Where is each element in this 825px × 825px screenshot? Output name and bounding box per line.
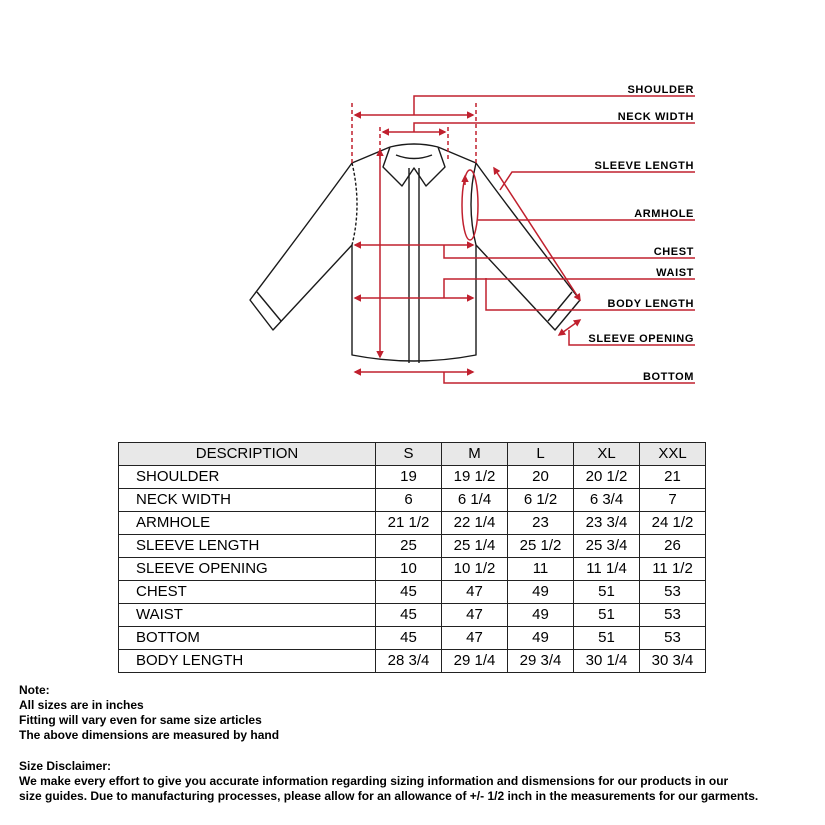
table-row xyxy=(119,650,706,673)
note-line: Fitting will vary even for same size articles xyxy=(19,713,262,727)
row-description: NECK WIDTH xyxy=(119,489,376,512)
disclaimer-line: size guides. Due to manufacturing processes, please allow for an allowance of +/- 1/2 inch in the measurements for our garments. xyxy=(19,789,759,803)
disclaimer-line: We make every effort to give you accurate information regarding sizing information and dismensions for our products in our xyxy=(19,774,729,788)
size-value: 21 xyxy=(640,466,706,489)
size-value: 19 1/2 xyxy=(442,466,508,489)
size-value: 45 xyxy=(376,627,442,650)
size-value: 23 3/4 xyxy=(574,512,640,535)
label-body-length: BODY LENGTH xyxy=(607,298,694,310)
header-description: DESCRIPTION xyxy=(119,443,376,466)
size-value: 10 1/2 xyxy=(442,558,508,581)
size-value: 25 1/4 xyxy=(442,535,508,558)
size-value: 19 xyxy=(376,466,442,489)
header-size-m: M xyxy=(442,443,508,466)
label-bottom: BOTTOM xyxy=(642,371,694,383)
header-size-xxl: XXL xyxy=(640,443,706,466)
size-value: 30 3/4 xyxy=(640,650,706,673)
shirt-outline xyxy=(250,144,580,363)
table-row xyxy=(119,512,706,535)
size-value: 53 xyxy=(640,627,706,650)
size-value: 26 xyxy=(640,535,706,558)
note-line: All sizes are in inches xyxy=(19,698,144,712)
table-row xyxy=(119,558,706,581)
table-row xyxy=(119,627,706,650)
table-row xyxy=(119,489,706,512)
size-value: 11 1/2 xyxy=(640,558,706,581)
row-description: ARMHOLE xyxy=(119,512,376,535)
size-value: 51 xyxy=(574,627,640,650)
size-value: 49 xyxy=(508,581,574,604)
size-value: 47 xyxy=(442,581,508,604)
size-value: 49 xyxy=(508,604,574,627)
row-description: SLEEVE LENGTH xyxy=(119,535,376,558)
row-description: CHEST xyxy=(119,581,376,604)
size-value: 28 3/4 xyxy=(376,650,442,673)
size-value: 51 xyxy=(574,581,640,604)
size-value: 7 xyxy=(640,489,706,512)
size-value: 29 3/4 xyxy=(508,650,574,673)
size-value: 25 1/2 xyxy=(508,535,574,558)
size-value: 6 1/4 xyxy=(442,489,508,512)
size-value: 6 1/2 xyxy=(508,489,574,512)
size-chart-table xyxy=(118,442,706,673)
size-value: 10 xyxy=(376,558,442,581)
size-value: 49 xyxy=(508,627,574,650)
table-row xyxy=(119,581,706,604)
label-chest: CHEST xyxy=(653,246,694,258)
table-row xyxy=(119,604,706,627)
table-body xyxy=(119,466,706,673)
row-description: SLEEVE OPENING xyxy=(119,558,376,581)
table-row xyxy=(119,535,706,558)
table-row xyxy=(119,466,706,489)
size-value: 45 xyxy=(376,581,442,604)
size-value: 6 3/4 xyxy=(574,489,640,512)
label-sleeve-opening: SLEEVE OPENING xyxy=(588,333,694,345)
table-header-row xyxy=(119,443,706,466)
row-description: BOTTOM xyxy=(119,627,376,650)
label-sleeve-length: SLEEVE LENGTH xyxy=(594,160,694,172)
size-value: 47 xyxy=(442,627,508,650)
size-value: 25 3/4 xyxy=(574,535,640,558)
disclaimer-title: Size Disclaimer: xyxy=(19,759,112,773)
size-value: 45 xyxy=(376,604,442,627)
size-value: 25 xyxy=(376,535,442,558)
label-waist: WAIST xyxy=(656,267,694,279)
row-description: WAIST xyxy=(119,604,376,627)
header-size-l: L xyxy=(508,443,574,466)
size-value: 23 xyxy=(508,512,574,535)
row-description: BODY LENGTH xyxy=(119,650,376,673)
size-value: 53 xyxy=(640,604,706,627)
size-value: 24 1/2 xyxy=(640,512,706,535)
note-line: The above dimensions are measured by hand xyxy=(19,728,280,742)
size-disclaimer xyxy=(19,759,758,804)
size-value: 29 1/4 xyxy=(442,650,508,673)
size-value: 11 1/4 xyxy=(574,558,640,581)
size-value: 21 1/2 xyxy=(376,512,442,535)
size-value: 30 1/4 xyxy=(574,650,640,673)
size-value: 47 xyxy=(442,604,508,627)
size-value: 22 1/4 xyxy=(442,512,508,535)
label-armhole: ARMHOLE xyxy=(634,208,694,220)
size-value: 53 xyxy=(640,581,706,604)
size-value: 51 xyxy=(574,604,640,627)
measurement-labels xyxy=(588,84,694,383)
header-size-xl: XL xyxy=(574,443,640,466)
size-value: 20 1/2 xyxy=(574,466,640,489)
label-neck-width: NECK WIDTH xyxy=(617,111,694,123)
header-size-s: S xyxy=(376,443,442,466)
notes xyxy=(19,683,279,743)
notes-title: Note: xyxy=(19,683,50,697)
row-description: SHOULDER xyxy=(119,466,376,489)
size-value: 11 xyxy=(508,558,574,581)
label-shoulder: SHOULDER xyxy=(627,84,694,96)
size-value: 6 xyxy=(376,489,442,512)
size-value: 20 xyxy=(508,466,574,489)
